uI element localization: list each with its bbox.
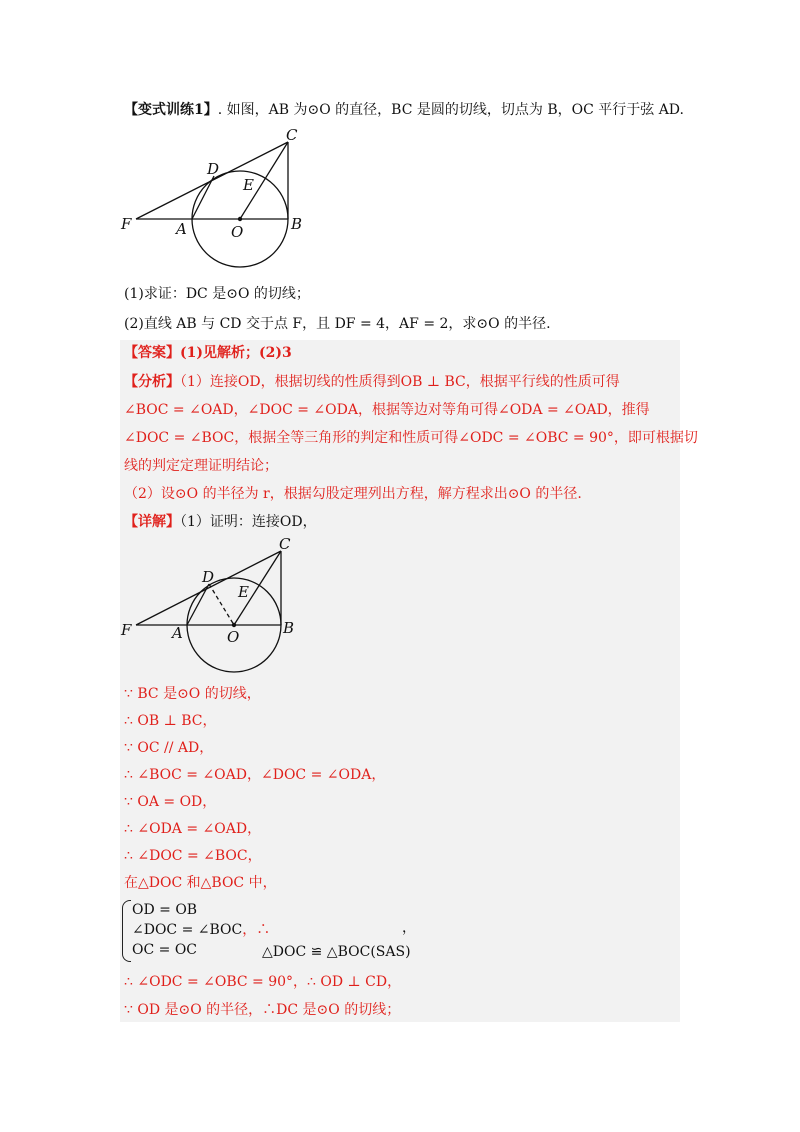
variant-training-label: 【变式训练1】	[124, 102, 218, 118]
label-e-2: E	[238, 583, 249, 601]
detail-label: 【详解】	[124, 514, 180, 530]
answer-label: 【答案】	[124, 345, 180, 361]
label-a: A	[176, 220, 187, 238]
line-fc-2	[136, 551, 281, 625]
detail-step: ∵ OC // AD，	[124, 740, 214, 756]
answer-line	[124, 343, 292, 363]
detail-step: ∴ ∠ODA = ∠OAD，	[124, 821, 262, 837]
question-part-1: (1)求证：DC 是⊙O 的切线；	[124, 286, 310, 302]
geometry-figure-1	[110, 128, 320, 273]
conclusion-line-2: ∵ OD 是⊙O 的半径，∴DC 是⊙O 的切线；	[124, 1002, 401, 1018]
center-point-2	[232, 623, 236, 627]
question-part-2: (2)直线 AB 与 CD 交于点 F，且 DF = 4，AF = 2，求⊙O 的半径.	[124, 316, 551, 332]
detail-step: ∵ BC 是⊙O 的切线，	[124, 686, 261, 702]
chord-ad	[192, 176, 214, 219]
chord-ad-2	[187, 584, 209, 625]
brace	[122, 900, 131, 962]
label-o-2: O	[227, 628, 240, 646]
label-d: D	[207, 160, 220, 178]
question-intro-text: . 如图，AB 为⊙O 的直径，BC 是圆的切线，切点为 B，OC 平行于弦 AD.	[217, 102, 684, 118]
answer-text: (1)见解析；(2)3	[180, 345, 292, 361]
label-c-2: C	[279, 535, 291, 553]
center-point	[238, 217, 242, 221]
system-row	[132, 920, 270, 940]
congruence-statement: △DOC ≌ △BOC(SAS)	[262, 944, 411, 960]
analysis-line-3: ∠DOC = ∠BOC，根据全等三角形的判定和性质可得∠ODC = ∠OBC = 90°，即可根据切	[124, 430, 698, 446]
label-b: B	[291, 215, 303, 233]
detail-line	[124, 512, 317, 532]
label-d-2: D	[202, 568, 215, 586]
conclusion-line-1: ∴ ∠ODC = ∠OBC = 90°，∴ OD ⊥ CD，	[124, 974, 402, 990]
label-o: O	[231, 223, 244, 241]
system-row: OD = OB	[132, 902, 198, 918]
label-a-2: A	[172, 624, 183, 642]
analysis-label: 【分析】	[124, 374, 180, 390]
system-tail: ，∴	[242, 922, 271, 938]
detail-step: 在△DOC 和△BOC 中，	[124, 875, 277, 891]
dashed-od	[209, 584, 234, 625]
detail-step: ∵ OA = OD，	[124, 794, 217, 810]
detail-step: ∴ ∠BOC = ∠OAD，∠DOC = ∠ODA，	[124, 767, 386, 783]
system-row-text: ∠DOC = ∠BOC	[132, 922, 243, 938]
label-c: C	[286, 128, 298, 144]
analysis-line-5: （2）设⊙O 的半径为 r，根据勾股定理列出方程，解方程求出⊙O 的半径.	[124, 486, 582, 502]
detail-step: ∴ OB ⊥ BC，	[124, 713, 217, 729]
system-comma: ，	[402, 920, 416, 936]
label-b-2: B	[283, 619, 295, 637]
label-f: F	[121, 215, 132, 233]
analysis-text-1: （1）连接OD，根据切线的性质得到OB ⊥ BC，根据平行线的性质可得	[180, 374, 620, 390]
label-e: E	[243, 176, 254, 194]
analysis-line-2: ∠BOC = ∠OAD，∠DOC = ∠ODA，根据等边对等角可得∠ODA = ∠OAD，推得	[124, 402, 650, 418]
geometry-figure-2	[110, 535, 320, 680]
detail-intro: （1）证明：连接OD，	[180, 514, 317, 530]
analysis-line-1	[124, 372, 620, 392]
analysis-line-4: 线的判定定理证明结论；	[124, 458, 278, 474]
detail-step: ∴ ∠DOC = ∠BOC，	[124, 848, 262, 864]
question-intro	[124, 100, 684, 120]
system-row: OC = OC	[132, 942, 198, 958]
label-f-2: F	[121, 621, 132, 639]
